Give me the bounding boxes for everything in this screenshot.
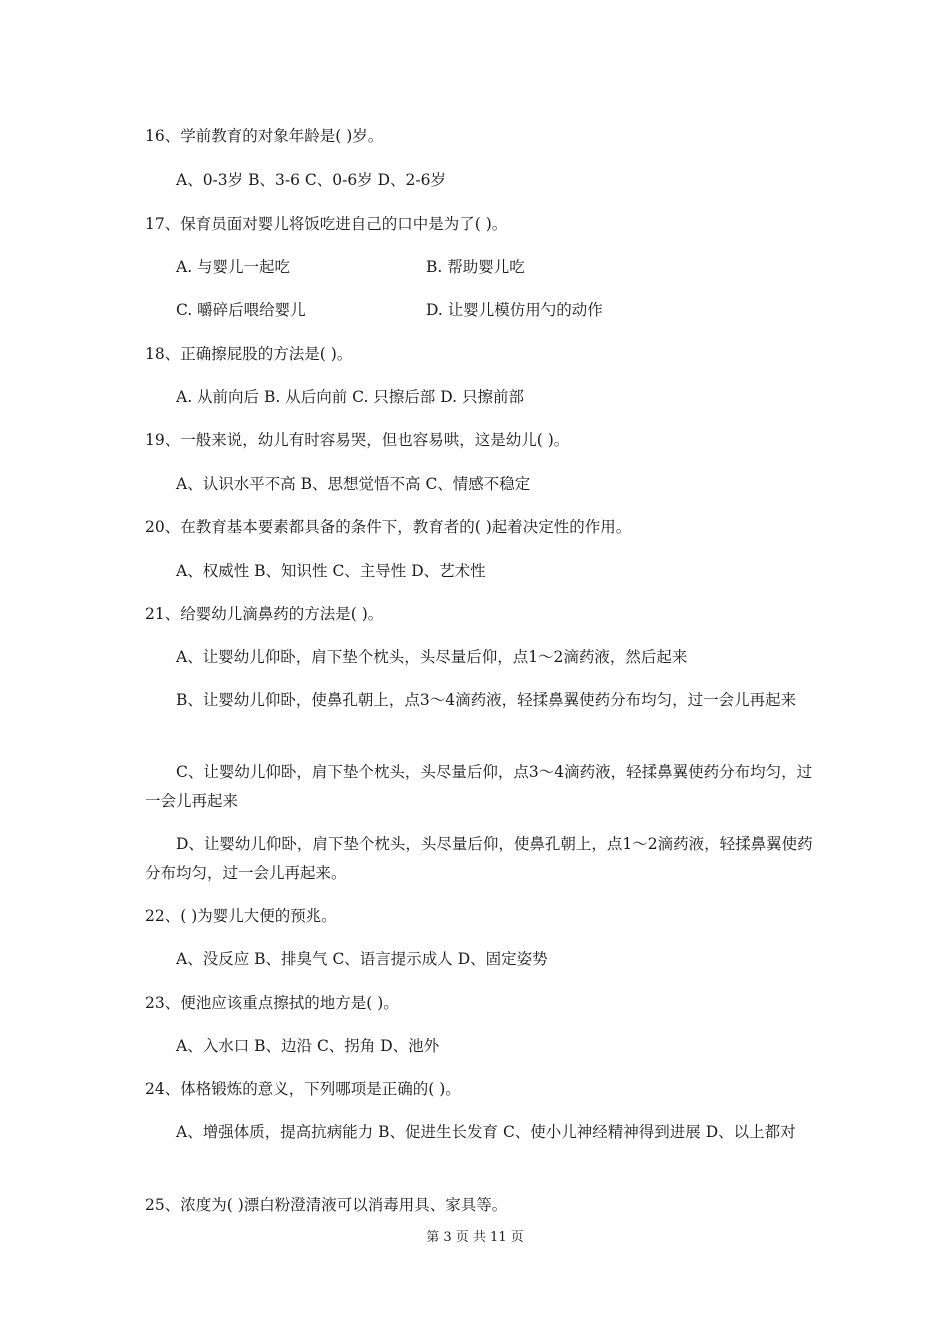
question-24-options: A、增强体质，提高抗病能力 B、促进生长发育 C、使小儿神经精神得到进展 D、以上都对 bbox=[176, 1123, 796, 1141]
question-23-options: A、入水口 B、边沿 C、拐角 D、池外 bbox=[176, 1037, 440, 1055]
question-25-stem: 25、浓度为( )漂白粉澄清液可以消毒用具、家具等。 bbox=[145, 1196, 508, 1214]
question-16-options: A、0-3岁 B、3-6 C、0-6岁 D、2-6岁 bbox=[176, 171, 446, 189]
question-22-stem: 22、( )为婴儿大便的预兆。 bbox=[145, 907, 337, 925]
question-19-options: A、认识水平不高 B、思想觉悟不高 C、情感不稳定 bbox=[176, 475, 531, 493]
question-21-option-c: C、让婴幼儿仰卧，肩下垫个枕头，头尽量后仰，点3～4滴药液，轻揉鼻翼使药分布均匀，过一会儿再起来 bbox=[145, 763, 813, 810]
question-17-options-row-2 bbox=[176, 296, 846, 325]
question-18-stem: 18、正确擦屁股的方法是( )。 bbox=[145, 345, 353, 363]
question-17-stem: 17、保育员面对婴儿将饭吃进自己的口中是为了( )。 bbox=[145, 215, 508, 233]
question-20-stem: 20、在教育基本要素都具备的条件下，教育者的( )起着决定性的作用。 bbox=[145, 518, 632, 536]
question-21-stem: 21、给婴幼儿滴鼻药的方法是( )。 bbox=[145, 605, 384, 623]
question-17-option-d: D. 让婴儿模仿用勺的动作 bbox=[426, 301, 603, 319]
question-24-stem: 24、体格锻炼的意义，下列哪项是正确的( )。 bbox=[145, 1080, 461, 1098]
question-17-option-a: A. 与婴儿一起吃 bbox=[176, 258, 291, 276]
question-17-option-c: C. 嚼碎后喂给婴儿 bbox=[176, 301, 306, 319]
question-20-options: A、权威性 B、知识性 C、主导性 D、艺术性 bbox=[176, 562, 486, 580]
question-16-stem: 16、学前教育的对象年龄是( )岁。 bbox=[145, 127, 384, 145]
question-19-stem: 19、一般来说，幼儿有时容易哭，但也容易哄，这是幼儿( )。 bbox=[145, 431, 570, 449]
page-number-footer: 第 3 页 共 11 页 bbox=[426, 1230, 524, 1245]
question-21-option-b: B、让婴幼儿仰卧，使鼻孔朝上，点3～4滴药液，轻揉鼻翼使药分布均匀，过一会儿再起来 bbox=[176, 691, 797, 709]
question-17-option-b: B. 帮助婴儿吃 bbox=[426, 258, 525, 276]
question-21-option-a: A、让婴幼儿仰卧，肩下垫个枕头，头尽量后仰，点1～2滴药液，然后起来 bbox=[176, 648, 688, 666]
question-18-options: A. 从前向后 B. 从后向前 C. 只擦后部 D. 只擦前部 bbox=[176, 388, 524, 406]
question-21-option-d: D、让婴幼儿仰卧，肩下垫个枕头，头尽量后仰，使鼻孔朝上，点1～2滴药液，轻揉鼻翼使药分布均匀，过一会儿再起来。 bbox=[145, 835, 813, 882]
question-17-options-row-1 bbox=[176, 253, 846, 282]
question-23-stem: 23、便池应该重点擦拭的地方是( )。 bbox=[145, 994, 399, 1012]
question-22-options: A、没反应 B、排臭气 C、语言提示成人 D、固定姿势 bbox=[176, 950, 548, 968]
